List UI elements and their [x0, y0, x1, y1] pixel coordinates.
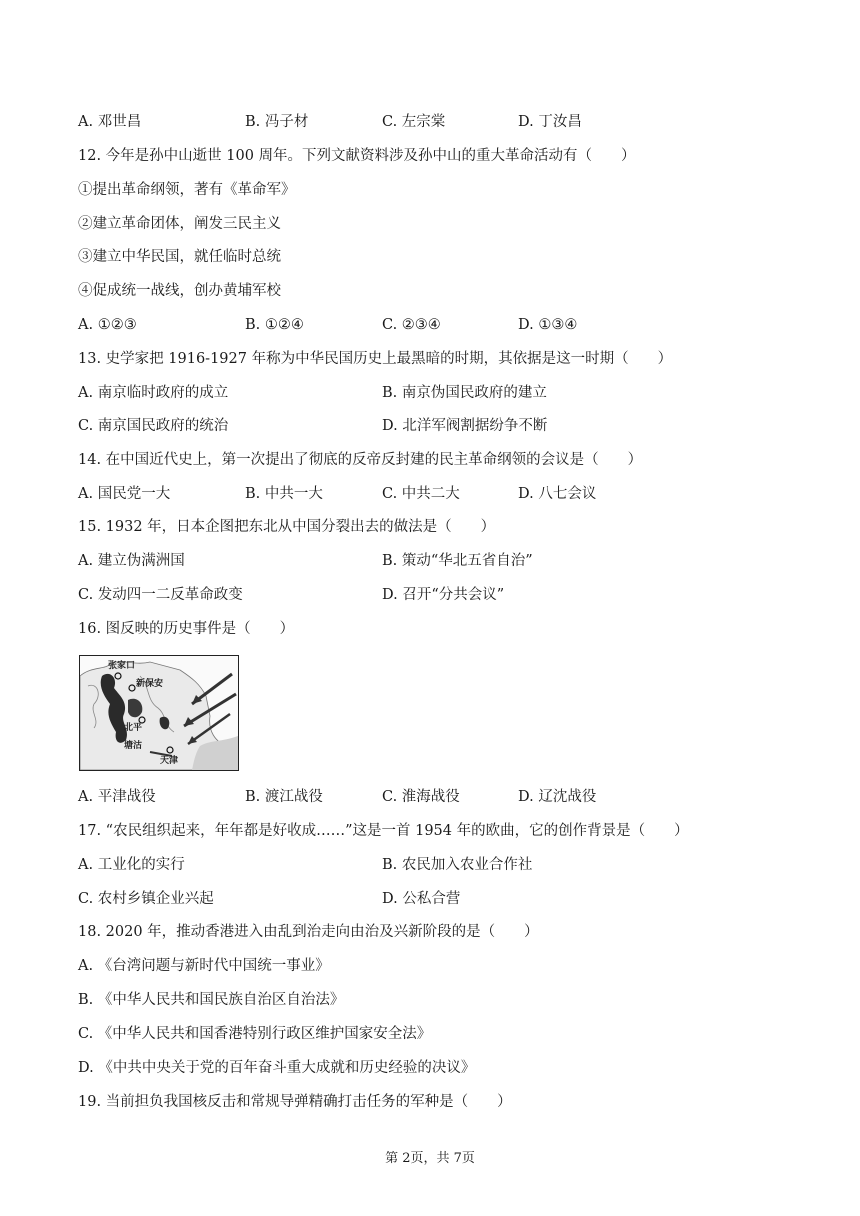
q19-stem: 19. 当前担负我国核反击和常规导弹精确打击任务的军种是（ ） [78, 1094, 512, 1110]
q12-option-c: C. ②③④ [382, 317, 441, 333]
q14-option-a: A. 国民党一大 [78, 486, 171, 502]
q18-option-d: D. 《中共中央关于党的百年奋斗重大成就和历史经验的决议》 [78, 1060, 476, 1076]
q17-option-d: D. 公私合营 [382, 891, 461, 907]
map-label-xinbaoan: 新保安 [136, 679, 164, 689]
map-label-beiping: 北平 [124, 723, 143, 733]
q13-stem: 13. 史学家把 1916-1927 年称为中华民国历史上最黑暗的时期，其依据是这一时期（ ） [78, 351, 673, 367]
q18-option-b: B. 《中华人民共和国民族自治区自治法》 [78, 992, 345, 1008]
q11-option-d: D. 丁汝昌 [518, 114, 582, 130]
q17-stem: 17. “农民组织起来，年年都是好收成……”这是一首 1954 年的欧曲，它的创作背景是（ ） [78, 823, 689, 839]
q12-option-a: A. ①②③ [78, 317, 137, 333]
q12-item-3: ③建立中华民国，就任临时总统 [78, 249, 281, 265]
map-label-tianjin: 天津 [160, 756, 179, 766]
q11-option-b: B. 冯子材 [245, 114, 309, 130]
q17-option-c: C. 农村乡镇企业兴起 [78, 891, 214, 907]
q12-stem: 12. 今年是孙中山逝世 100 周年。下列文献资料涉及孙中山的重大革命活动有（ ） [78, 148, 636, 164]
q18-option-c: C. 《中华人民共和国香港特别行政区维护国家安全法》 [78, 1026, 432, 1042]
q16-option-c: C. 淮海战役 [382, 789, 460, 805]
q16-stem: 16. 图反映的历史事件是（ ） [78, 621, 295, 637]
q12-item-4: ④促成统一战线，创办黄埔军校 [78, 283, 281, 299]
q13-option-c: C. 南京国民政府的统治 [78, 418, 229, 434]
q14-stem: 14. 在中国近代史上，第一次提出了彻底的反帝反封建的民主革命纲领的会议是（ ） [78, 452, 643, 468]
q11-option-a: A. 邓世昌 [78, 114, 142, 130]
q11-option-c: C. 左宗棠 [382, 114, 446, 130]
q15-option-c: C. 发动四一二反革命政变 [78, 587, 243, 603]
q16-option-d: D. 辽沈战役 [518, 789, 597, 805]
q14-option-d: D. 八七会议 [518, 486, 597, 502]
page-footer: 第 2页，共 7页 [385, 1151, 475, 1166]
q15-option-b: B. 策动“华北五省自治” [382, 553, 533, 569]
q18-option-a: A. 《台湾问题与新时代中国统一事业》 [78, 958, 330, 974]
q13-option-d: D. 北洋军阀割据纷争不断 [382, 418, 548, 434]
q16-option-b: B. 渡江战役 [245, 789, 323, 805]
q12-option-b: B. ①②④ [245, 317, 304, 333]
q14-option-b: B. 中共一大 [245, 486, 323, 502]
q13-option-b: B. 南京伪国民政府的建立 [382, 385, 547, 401]
q18-stem: 18. 2020 年，推动香港进入由乱到治走向由治及兴新阶段的是（ ） [78, 924, 539, 940]
battle-map-svg [80, 656, 238, 770]
q15-option-d: D. 召开“分共会议” [382, 587, 505, 603]
q16-option-a: A. 平津战役 [78, 789, 156, 805]
battle-map-image [79, 655, 239, 771]
q15-stem: 15. 1932 年，日本企图把东北从中国分裂出去的做法是（ ） [78, 519, 496, 535]
q12-option-d: D. ①③④ [518, 317, 578, 333]
q12-item-1: ①提出革命纲领，著有《革命军》 [78, 182, 296, 198]
map-label-tanggu: 塘沽 [124, 741, 143, 751]
q15-option-a: A. 建立伪满洲国 [78, 553, 185, 569]
map-label-zhangjiakou: 张家口 [108, 661, 136, 671]
q17-option-b: B. 农民加入农业合作社 [382, 857, 533, 873]
q14-option-c: C. 中共二大 [382, 486, 460, 502]
q17-option-a: A. 工业化的实行 [78, 857, 185, 873]
q12-item-2: ②建立革命团体，阐发三民主义 [78, 216, 281, 232]
q13-option-a: A. 南京临时政府的成立 [78, 385, 229, 401]
